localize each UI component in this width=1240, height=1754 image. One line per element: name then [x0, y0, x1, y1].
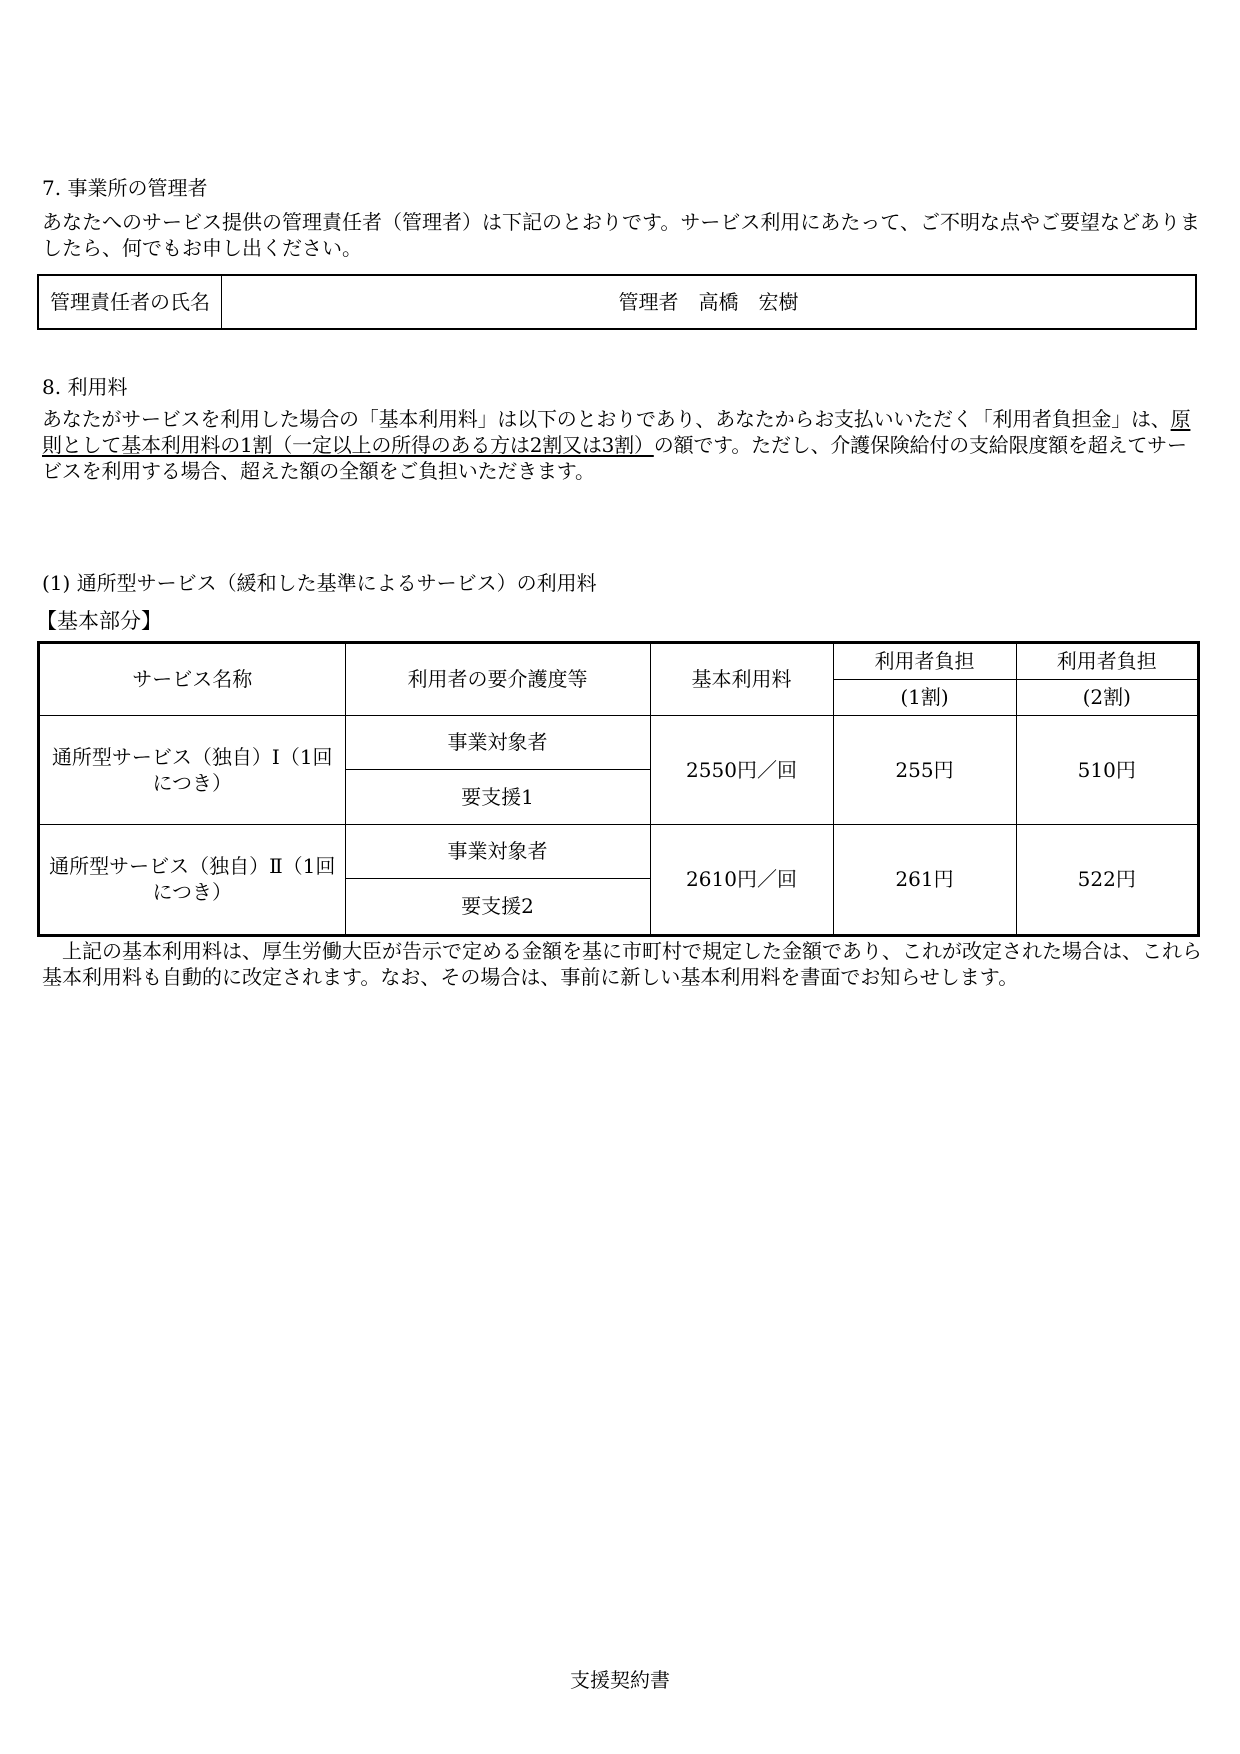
table-row: [40, 824, 1197, 878]
row-2-level-a: 事業対象者: [345, 824, 650, 878]
row-1-level-b: 要支援1: [345, 769, 650, 824]
section-7-body: あなたへのサービス提供の管理責任者（管理者）は下記のとおりです。サービス利用にあたって、ご不明な点やご要望などありましたら、何でもお申し出ください。: [42, 210, 1200, 260]
table-row: [40, 715, 1197, 769]
section-8-body-part1: あなたがサービスを利用した場合の「基本利用料」は以下のとおりであり、あなたからお支払いいただく「利用者負担金」は、: [42, 407, 1171, 431]
fee-table: [37, 641, 1200, 937]
row-2-service: 通所型サービス（独自）Ⅱ（1回につき）: [40, 824, 345, 934]
header-burden-2: 利用者負担: [1016, 644, 1197, 679]
manager-label: 管理責任者の氏名: [39, 276, 222, 328]
header-base-fee: 基本利用料: [650, 644, 833, 715]
row-2-burden-1: 261円: [833, 824, 1016, 934]
section-7-title: 7. 事業所の管理者: [42, 176, 208, 200]
row-1-fee: 2550円／回: [650, 715, 833, 824]
header-burden-2-rate: (2割): [1016, 679, 1197, 715]
manager-table: [37, 274, 1197, 330]
row-1-level-a: 事業対象者: [345, 715, 650, 769]
header-burden-1: 利用者負担: [833, 644, 1016, 679]
fee-table-header-row: [40, 644, 1197, 679]
header-care-level: 利用者の要介護度等: [345, 644, 650, 715]
row-1-service: 通所型サービス（独自）Ⅰ（1回につき）: [40, 715, 345, 824]
row-1-burden-1: 255円: [833, 715, 1016, 824]
subsection-title: (1) 通所型サービス（緩和した基準によるサービス）の利用料: [42, 571, 597, 595]
section-8-title: 8. 利用料: [42, 375, 128, 399]
row-2-fee: 2610円／回: [650, 824, 833, 934]
row-1-burden-2: 510円: [1016, 715, 1197, 824]
section-8-body: [42, 406, 1202, 484]
page-footer: 支援契約書: [570, 1668, 670, 1692]
row-2-level-b: 要支援2: [345, 878, 650, 934]
header-burden-1-rate: (1割): [833, 679, 1016, 715]
section-8-body-underlined: 原則として基本利用料の1割（一定以上の所得のある方は2割又は3割）: [42, 407, 1191, 457]
header-service-name: サービス名称: [40, 644, 345, 715]
fee-note: 上記の基本利用料は、厚生労働大臣が告示で定める金額を基に市町村で規定した金額であり、これが改定された場合は、これら基本利用料も自動的に改定されます。なお、その場合は、事前に新しい基本利用料を書面でお知らせします。: [42, 939, 1202, 989]
basic-part-label: 【基本部分】: [36, 609, 162, 633]
row-2-burden-2: 522円: [1016, 824, 1197, 934]
section-8-body-part2: の額です。ただし、介護保険給付の支給限度額を超えてサービスを利用する場合、超えた額の全額をご負担いただきます。: [42, 433, 1187, 483]
manager-name: 管理者 高橋 宏樹: [618, 290, 799, 314]
